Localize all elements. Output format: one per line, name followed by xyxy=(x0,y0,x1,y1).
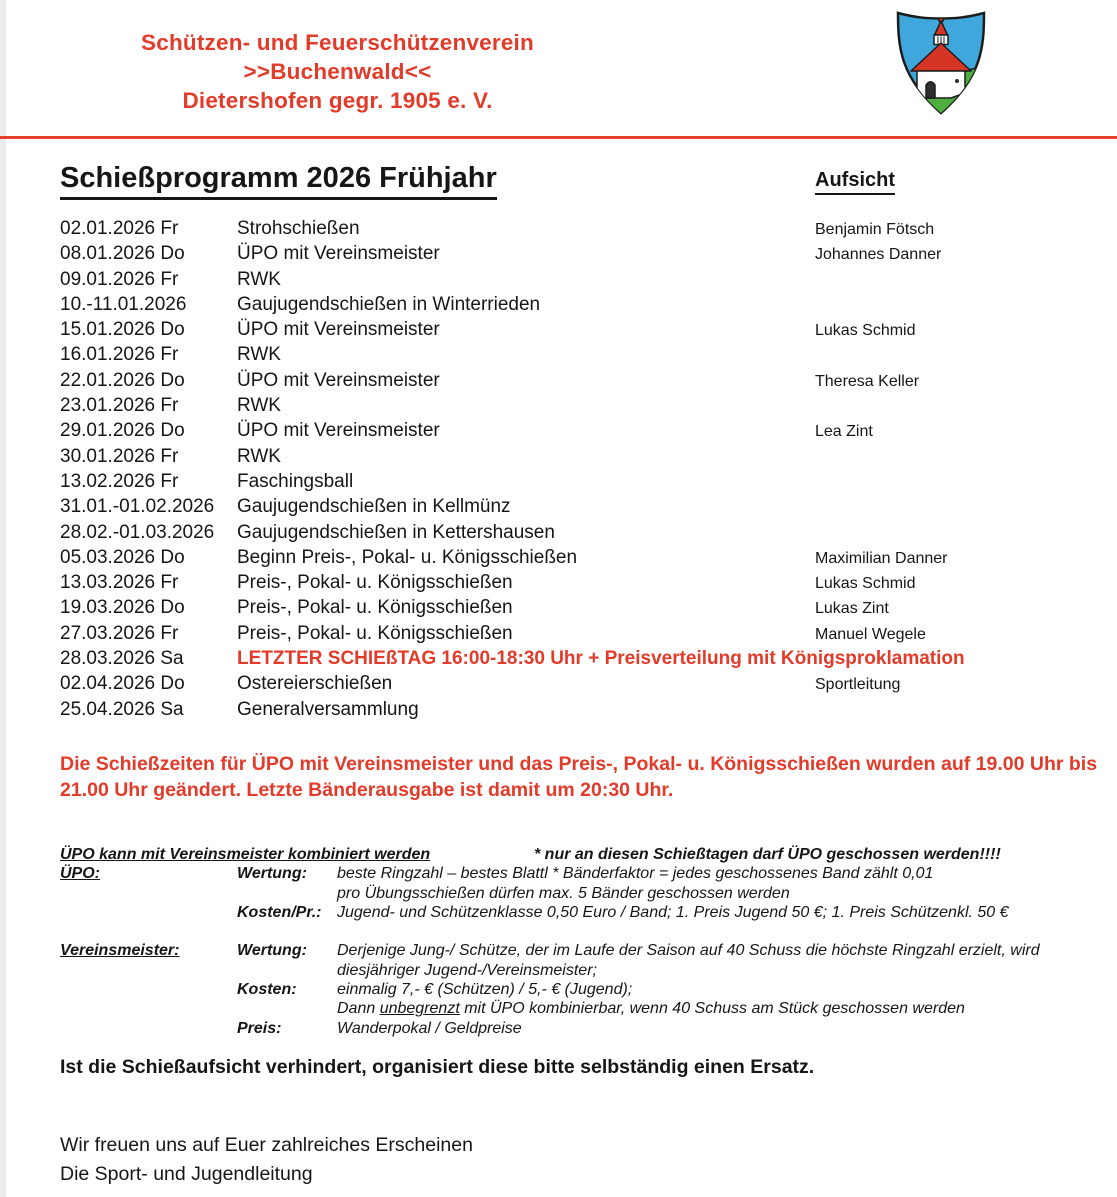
rules-section xyxy=(60,845,1113,1038)
letterhead xyxy=(60,28,615,115)
vm-preis-key: Preis: xyxy=(237,1019,282,1037)
red-divider xyxy=(0,136,1117,139)
uepo-label-text: ÜPO: xyxy=(60,865,100,883)
schedule-row-date: 02.04.2026 Do xyxy=(60,673,185,695)
schedule-row-event: Faschingsball xyxy=(237,470,354,492)
schedule-row-date: 08.01.2026 Do xyxy=(60,243,185,265)
uepo-wertung-line1: beste Ringzahl – bestes Blattl * Bänderfaktor = jedes geschossenes Band zählt 0,01 xyxy=(337,865,934,883)
uepo-kosten-row xyxy=(60,903,1113,922)
schedule-row-date: 16.01.2026 Fr xyxy=(60,344,179,366)
supervision-column-header: Aufsicht xyxy=(815,169,895,195)
schedule-row xyxy=(60,697,1117,722)
schedule-row-event: RWK xyxy=(237,344,281,366)
spacer xyxy=(60,1019,237,1038)
schedule-row-event: LETZTER SCHIEßTAG 16:00-18:30 Uhr + Preisverteilung mit Königsproklamation xyxy=(237,648,965,670)
schedule-row-date: 29.01.2026 Do xyxy=(60,420,185,442)
vm-wertung-row-2 xyxy=(60,961,1113,980)
combine-note: ÜPO kann mit Vereinsmeister kombiniert werden xyxy=(60,846,431,863)
schedule-row-event: Preis-, Pokal- u. Königsschießen xyxy=(237,572,513,594)
schedule-row-event: Gaujugendschießen in Winterrieden xyxy=(237,293,541,315)
schedule-row-supervisor: Benjamin Fötsch xyxy=(815,221,935,238)
schedule-row xyxy=(60,520,1117,545)
schedule-row-date: 22.01.2026 Do xyxy=(60,369,185,391)
club-name-line-2: >>Buchenwald<< xyxy=(243,59,432,84)
schedule-row-event: ÜPO mit Vereinsmeister xyxy=(237,369,440,391)
closing-block xyxy=(60,1131,473,1188)
schedule-row-event: Preis-, Pokal- u. Königsschießen xyxy=(237,622,513,644)
schedule-row xyxy=(60,317,1117,342)
schedule-row xyxy=(60,545,1117,570)
vm-wertung-key: Wertung: xyxy=(237,942,307,960)
schedule-row-event: Generalversammlung xyxy=(237,698,419,720)
vm-kosten-line2 xyxy=(337,999,1113,1018)
schedule-row-date: 30.01.2026 Fr xyxy=(60,445,179,467)
closing-line-1: Wir freuen uns auf Euer zahlreiches Erscheinen xyxy=(60,1134,473,1156)
schedule-row xyxy=(60,646,1117,671)
schedule-row-supervisor: Sportleitung xyxy=(815,676,901,694)
spacer xyxy=(60,999,237,1018)
schedule-row xyxy=(60,368,1117,393)
schedule-row-date: 13.03.2026 Fr xyxy=(60,572,179,594)
page-title: Schießprogramm 2026 Frühjahr xyxy=(60,162,497,200)
uepo-label xyxy=(60,864,237,883)
combine-row xyxy=(60,845,1113,864)
uepo-wertung-row-2 xyxy=(60,884,1113,903)
schedule-row-supervisor: Theresa Keller xyxy=(815,372,920,390)
schedule-row xyxy=(60,393,1117,418)
schedule-row-date: 13.02.2026 Fr xyxy=(60,470,179,492)
schedule-row-date: 23.01.2026 Fr xyxy=(60,395,179,417)
schedule-row-event: Gaujugendschießen in Kellmünz xyxy=(237,496,511,518)
schedule-row-supervisor: Lea Zint xyxy=(815,423,873,441)
spacer xyxy=(60,903,237,922)
schedule-row-event: ÜPO mit Vereinsmeister xyxy=(237,319,440,341)
vm-wertung-line1: Derjenige Jung-/ Schütze, der im Laufe der Saison auf 40 Schuss die höchste Ringzahl erzielt, wird xyxy=(337,942,1040,960)
uepo-wertung-row xyxy=(60,864,1113,883)
schedule-row xyxy=(60,671,1117,696)
schedule-row-supervisor: Lukas Schmid xyxy=(815,322,916,340)
vm-label-text: Vereinsmeister: xyxy=(60,942,180,960)
schedule-row-supervisor: Manuel Wegele xyxy=(815,625,926,643)
schedule-row xyxy=(60,418,1117,443)
uepo-wertung-line2: pro Übungsschießen dürfen max. 5 Bänder geschossen werden xyxy=(337,884,790,902)
club-name xyxy=(60,28,615,115)
schedule-row-date: 09.01.2026 Fr xyxy=(60,268,179,290)
schedule-row-event: Ostereierschießen xyxy=(237,673,393,695)
schedule-row-date: 28.03.2026 Sa xyxy=(60,648,184,670)
schedule-row-event: RWK xyxy=(237,395,281,417)
spacer xyxy=(60,884,237,903)
schedule-row-event: Preis-, Pokal- u. Königsschießen xyxy=(237,597,513,619)
schedule-row-event: RWK xyxy=(237,445,281,467)
schedule-row-date: 02.01.2026 Fr xyxy=(60,218,179,239)
vm-kosten-row xyxy=(60,980,1113,999)
uepo-wertung-key: Wertung: xyxy=(237,865,307,883)
replacement-note: Ist die Schießaufsicht verhindert, organisiert diese bitte selbständig einen Ersatz. xyxy=(60,1056,815,1078)
title-row xyxy=(60,162,1117,200)
spacer xyxy=(237,884,337,903)
spacer xyxy=(237,961,337,980)
schedule-row xyxy=(60,595,1117,620)
schedule-row-supervisor: Lukas Zint xyxy=(815,600,889,618)
vm-kosten-line2-prefix: Dann xyxy=(337,1000,380,1018)
schedule-table xyxy=(60,216,1117,722)
schedule-row-event: Gaujugendschießen in Kettershausen xyxy=(237,521,555,543)
club-name-line-3: Dietershofen gegr. 1905 e. V. xyxy=(182,88,493,113)
schedule-row xyxy=(60,267,1117,292)
schedule-row-supervisor: Johannes Danner xyxy=(815,246,942,264)
schedule-row-date: 10.-11.01.2026 xyxy=(60,293,187,315)
vm-preis-row xyxy=(60,1019,1113,1038)
vm-wertung-row xyxy=(60,941,1113,960)
uepo-kosten-key: Kosten/Pr.: xyxy=(237,903,322,921)
schedule-row-date: 15.01.2026 Do xyxy=(60,319,185,341)
schedule-row xyxy=(60,621,1117,646)
schedule-row xyxy=(60,216,1117,241)
schedule-row-event: RWK xyxy=(237,268,281,290)
club-name-line-1: Schützen- und Feuerschützenverein xyxy=(141,30,534,55)
vm-wertung-line2: diesjähriger Jugend-/Vereinsmeister; xyxy=(337,961,597,979)
club-crest-icon xyxy=(893,5,989,117)
spacer xyxy=(237,999,337,1018)
schedule-row-event: ÜPO mit Vereinsmeister xyxy=(237,243,440,265)
schedule-row-event: ÜPO mit Vereinsmeister xyxy=(237,420,440,442)
schedule-row xyxy=(60,444,1117,469)
page-left-edge xyxy=(0,0,6,1197)
schedule-row xyxy=(60,292,1117,317)
schedule-row xyxy=(60,570,1117,595)
vm-preis-value: Wanderpokal / Geldpreise xyxy=(337,1019,522,1037)
vm-kosten-line2-suffix: mit ÜPO kombinierbar, wenn 40 Schuss am Stück geschossen werden xyxy=(459,1000,965,1018)
schedule-row-event: Strohschießen xyxy=(237,218,360,239)
schedule-row-date: 25.04.2026 Sa xyxy=(60,698,184,720)
schedule-row-date: 31.01.-01.02.2026 xyxy=(60,496,215,518)
schedule-row-event: Beginn Preis-, Pokal- u. Königsschießen xyxy=(237,546,578,568)
schedule-row-date: 27.03.2026 Fr xyxy=(60,622,179,644)
closing-line-2: Die Sport- und Jugendleitung xyxy=(60,1162,313,1185)
vm-kosten-line2-underlined: unbegrenzt xyxy=(379,1000,460,1018)
schedule-row-supervisor: Maximilian Danner xyxy=(815,549,948,567)
vm-kosten-line1: einmalig 7,- € (Schützen) / 5,- € (Jugend); xyxy=(337,981,633,999)
schedule-row-date: 05.03.2026 Do xyxy=(60,546,185,568)
spacer xyxy=(60,961,237,980)
schedule-row xyxy=(60,469,1117,494)
schedule-change-notice: Die Schießzeiten für ÜPO mit Vereinsmeister und das Preis-, Pokal- u. Königsschießen wurden auf 19.00 Uhr bis 21.00 Uhr geändert. Letzte Bänderausgabe ist damit um 20:30 Uhr. xyxy=(60,753,1098,801)
vm-kosten-key: Kosten: xyxy=(237,981,297,999)
spacer xyxy=(60,980,237,999)
schedule-row xyxy=(60,241,1117,266)
vm-label xyxy=(60,941,237,960)
schedule-row-date: 28.02.-01.03.2026 xyxy=(60,521,215,543)
schedule-row xyxy=(60,342,1117,367)
vm-kosten-row-2 xyxy=(60,999,1113,1018)
uepo-kosten-line1: Jugend- und Schützenklasse 0,50 Euro / Band; 1. Preis Jugend 50 €; 1. Preis Schützenkl. 50 € xyxy=(337,903,1009,921)
schedule-row-date: 19.03.2026 Do xyxy=(60,597,185,619)
schedule-row-supervisor: Lukas Schmid xyxy=(815,575,916,593)
combine-warning: * nur an diesen Schießtagen darf ÜPO geschossen werden!!!! xyxy=(534,846,1001,863)
schedule-row xyxy=(60,494,1117,519)
